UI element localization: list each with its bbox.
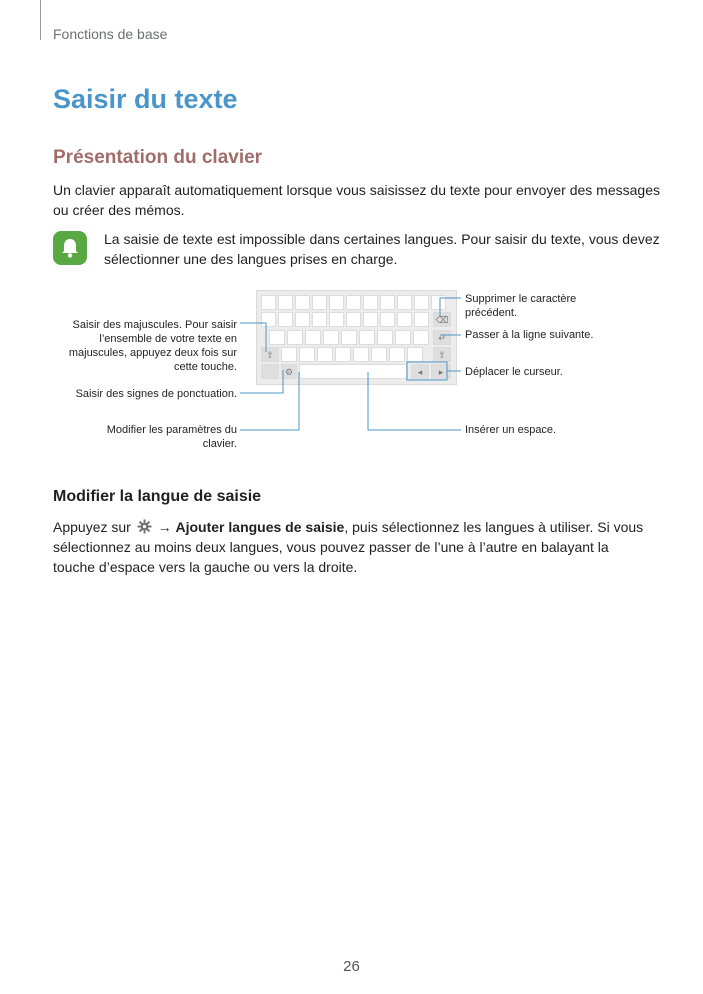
lang-bold: Ajouter langues de saisie xyxy=(175,519,345,535)
settings-leader xyxy=(240,372,299,430)
cursor-right-key: ▸ xyxy=(431,364,451,379)
space-leader xyxy=(368,372,461,430)
gear-icon xyxy=(137,519,152,534)
shift-leader xyxy=(240,323,266,352)
page-number: 26 xyxy=(343,958,360,975)
callout-delete: Supprimer le caractère précédent. xyxy=(465,293,577,319)
callout-punctuation: Saisir des signes de ponctuation. xyxy=(75,388,237,400)
page-title: Saisir du texte xyxy=(53,84,238,114)
lang-text-after: , puis sélectionnez les langues à utiliser. Si vous sélectionnez au moins deux langues, vous pouvez passer de l’une à l’autre en balayant la touche d’espace vers la gauche ou vers la droite. xyxy=(53,519,644,575)
callout-space: Insérer un espace. xyxy=(465,424,557,436)
intro-paragraph: Un clavier apparaît automatiquement lorsque vous saisissez du texte pour envoyer des messages ou créer des mémos. xyxy=(53,182,660,218)
subsection-title: Modifier la langue de saisie xyxy=(53,488,262,505)
cursor-left-key: ◂ xyxy=(411,364,429,379)
callout-settings: Modifier les paramètres du clavier. xyxy=(106,424,237,450)
lang-arrow: → xyxy=(157,519,172,535)
punct-leader xyxy=(240,370,283,393)
section-title: Présentation du clavier xyxy=(53,147,263,168)
delete-leader xyxy=(440,298,461,316)
note-text: La saisie de texte est impossible dans certaines langues. Pour saisir du texte, vous devez sélectionner une des langues prises en charge. xyxy=(104,231,660,267)
settings-key: ⚙ xyxy=(281,364,297,379)
cursor-highlight xyxy=(407,362,447,380)
backspace-key: ⌫ xyxy=(433,312,451,327)
lang-text-before: Appuyez sur xyxy=(53,519,131,535)
shift-key-left: ⇧ xyxy=(261,347,279,362)
callout-cursor: Déplacer le curseur. xyxy=(465,366,563,378)
shift-key-right: ⇧ xyxy=(433,347,451,362)
running-header: Fonctions de base xyxy=(53,26,168,42)
callout-shift: Saisir des majuscules. Pour saisir l’ensemble de votre texte en majuscules, appuyez deux fois sur cette touche. xyxy=(68,319,237,373)
enter-key: ↵ xyxy=(433,330,451,345)
callout-enter: Passer à la ligne suivante. xyxy=(465,329,594,341)
language-paragraph xyxy=(53,517,653,577)
